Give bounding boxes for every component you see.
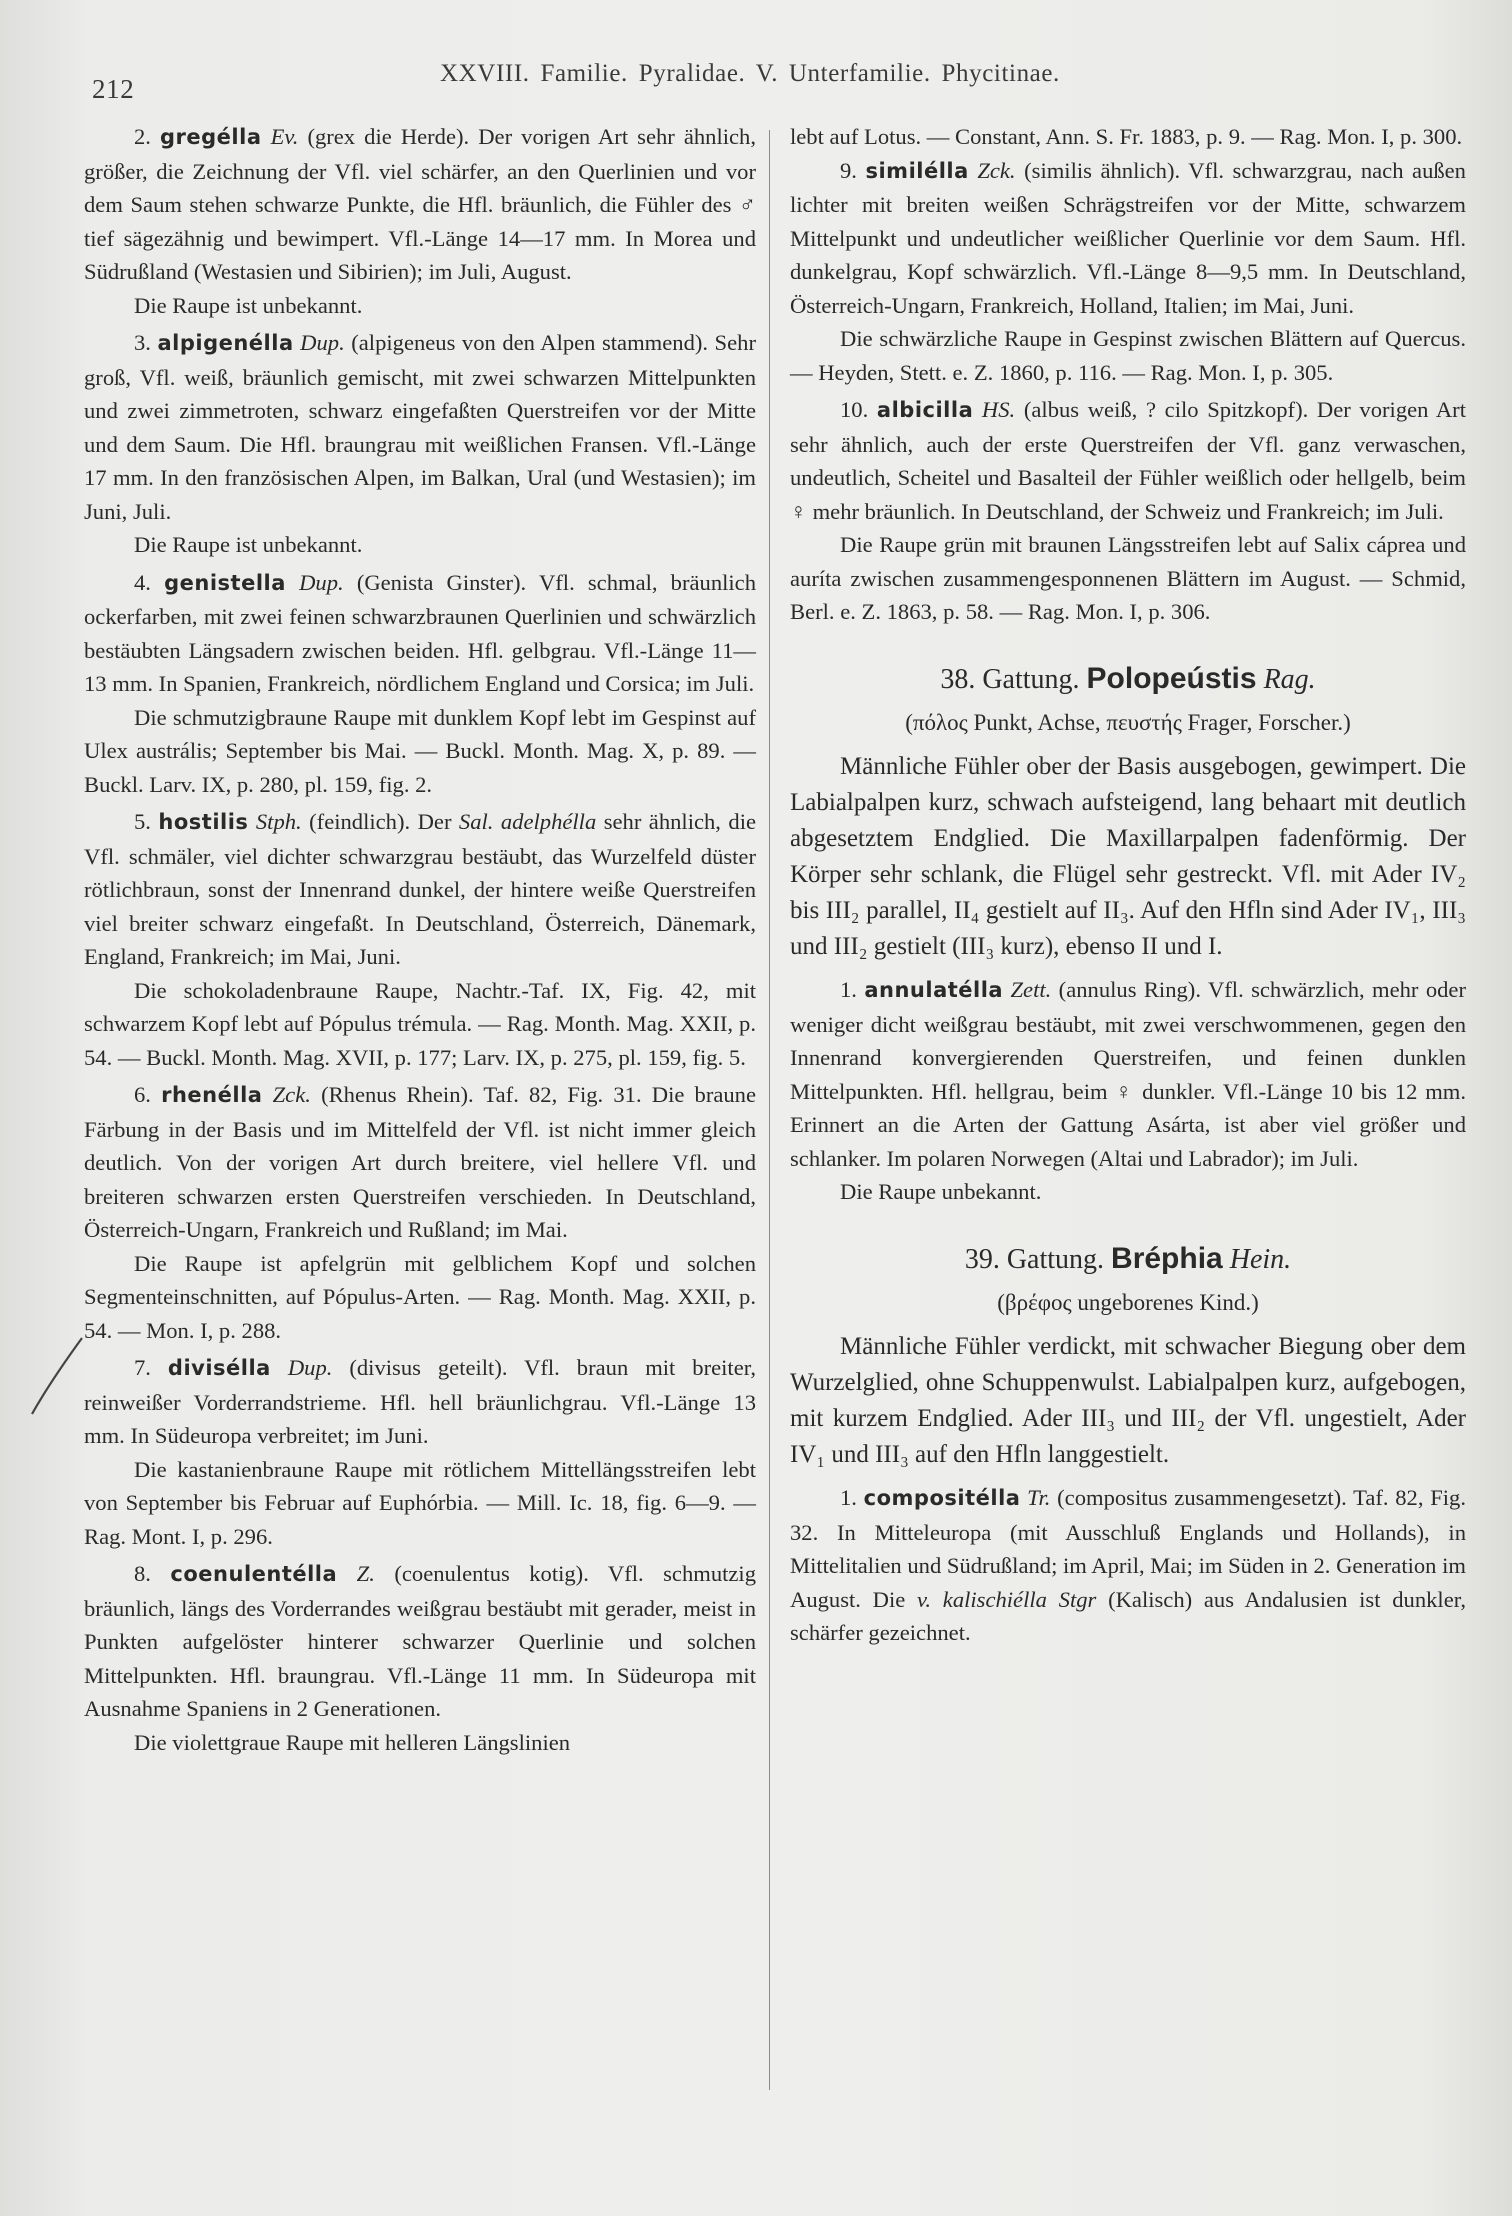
description-intro: (compositus zusammengesetzt). Taf. 82, Fig. 32. In Mitteleuropa (mit Ausschluß Englands und Hollands), in Mittelitalien und Südrußland; im April, Mai; im Süden in 2. Generation im August. Die xyxy=(790,1485,1466,1612)
left-column xyxy=(84,120,756,1763)
column-divider xyxy=(769,130,770,2090)
genus-etymology: (πόλος Punkt, Achse, πευστής Frager, Forscher.) xyxy=(905,709,1351,735)
description: (divisus geteilt). Vfl. braun mit breiter, reinweißer Vorderrandstrieme. Hfl. hell bräunlichgrau. Vfl.-Länge 13 mm. In Südeuropa verbreitet; im Juni. xyxy=(84,1355,756,1448)
species-name: rhenélla xyxy=(161,1083,263,1107)
right-column xyxy=(790,120,1466,1654)
running-title: XXVIII. Familie. Pyralidae. V. Unterfamilie. Phycitinae. xyxy=(440,60,1060,87)
description: (Rhenus Rhein). Taf. 82, Fig. 31. Die braune Färbung in der Basis und im Mittelfeld der Vfl. ist nicht immer gleich deutlich. Von der vorigen Art durch breitere, viel hellere Vfl. und breiteren schwarzen ersten Querstreifen verschieden. In Deutschland, Österreich-Ungarn, Frankreich und Rußland; im Mai. xyxy=(84,1082,757,1242)
entry-number: 8. xyxy=(134,1561,151,1586)
species-entry-divisella xyxy=(84,1351,756,1553)
description: (albus weiß, ? cilo Spitzkopf). Der vorigen Art sehr ähnlich, auch der erste Querstreifen der Vfl. ganz verwaschen, undeutlich, Scheitel und Basalteil der Fühler weißlich oder hellgelb, beim ♀ mehr bräunlich. In Deutschland, der Schweiz und Frankreich; im Juli. xyxy=(790,397,1466,524)
species-entry-albicilla xyxy=(790,393,1466,629)
larva-note: Die violettgraue Raupe mit helleren Längslinien xyxy=(134,1729,571,1755)
variety-reference: v. kalischiélla Stgr xyxy=(917,1586,1097,1612)
author: HS. xyxy=(981,397,1016,422)
species-entry-rhenella xyxy=(84,1078,756,1347)
genus-heading-polopeustis xyxy=(790,659,1466,700)
entry-number: 9. xyxy=(840,157,857,183)
species-entry-alpigenella xyxy=(84,326,756,562)
continued-text: lebt auf Lotus. — Constant, Ann. S. Fr. 1883, p. 9. — Rag. Mon. I, p. 300. xyxy=(790,124,1463,149)
larva-note: Die Raupe ist unbekannt. xyxy=(134,532,363,557)
genus-name: Bréphia xyxy=(1111,1241,1223,1275)
page-header xyxy=(92,60,1442,104)
description: (coenulentus kotig). Vfl. schmutzig bräunlich, längs des Vorderrandes weißgrau bestäubt mit gerader, meist in Punkten aufgelöster hinterer schwarzer Querlinie und solchen Mittelpunkten. Hfl. braungrau. Vfl.-Länge 11 mm. In Südeuropa mit Ausnahme Spaniens in 2 Generationen. xyxy=(84,1561,757,1721)
author: Ev. xyxy=(270,124,299,149)
species-entry-compositella xyxy=(790,1481,1466,1650)
species-name: hostilis xyxy=(158,810,249,834)
entry-number: 10. xyxy=(840,397,869,422)
description: (grex die Herde). Der vorigen Art sehr ähnlich, größer, die Zeichnung der Vfl. viel schärfer, an den Querlinien und vor dem Saum stehen schwarze Punkte, die Hfl. bräunlich, die Fühler des ♂ tief sägezähnig und bewimpert. Vfl.-Länge 14—17 mm. In Morea und Südrußland (Westasien und Sibirien); im Juli, August. xyxy=(84,124,756,284)
author: Tr. xyxy=(1027,1485,1051,1510)
species-name: divisélla xyxy=(167,1356,271,1380)
species-entry-annulatella xyxy=(790,973,1466,1209)
species-entry-hostilis xyxy=(84,805,756,1074)
entry-number: 7. xyxy=(134,1355,151,1380)
genus-etymology: (βρέφος ungeborenes Kind.) xyxy=(997,1289,1259,1315)
species-name: alpigenélla xyxy=(157,331,294,355)
pencil-check-mark-icon xyxy=(26,1330,86,1420)
species-name: compositélla xyxy=(863,1486,1021,1510)
entry-number: 4. xyxy=(134,569,151,595)
description-intro: (feindlich). Der xyxy=(309,809,452,834)
author: Zett. xyxy=(1010,977,1052,1002)
larva-note: Die Raupe unbekannt. xyxy=(840,1179,1042,1204)
species-entry-coenulentella xyxy=(84,1557,756,1759)
species-name: similélla xyxy=(865,158,969,183)
species-name: gregélla xyxy=(160,125,262,149)
author: Z. xyxy=(356,1561,375,1586)
page-number: 212 xyxy=(92,74,135,104)
genus-label: 38. Gattung. xyxy=(940,663,1080,695)
species-entry-similella xyxy=(790,154,1466,390)
genus-label: 39. Gattung. xyxy=(964,1243,1105,1275)
species-name: annulatélla xyxy=(864,978,1004,1002)
species-reference: Sal. adelphélla xyxy=(458,809,597,834)
genus-description: Männliche Fühler ober der Basis ausgebogen, gewimpert. Die Labialpalpen kurz, schwach aufsteigend, lang behaart mit deutlich abgesetztem Endglied. Die Maxillarpalpen fadenförmig. Der Körper sehr schlank, die Flügel sehr gestreckt. Vfl. mit Ader IV₂ bis III₂ parallel, II₄ gestielt auf II₃. Auf den Hfln sind Ader IV₁, III₃ und III₂ gestielt (III₃ kurz), ebenso II und I. xyxy=(790,753,1466,960)
entry-number: 1. xyxy=(840,977,857,1002)
author: Dup. xyxy=(299,569,344,595)
description: (alpigeneus von den Alpen stammend). Sehr groß, Vfl. weiß, bräunlich gemischt, mit zwei schwarzen Mittelpunkten und zwei zimmetroten, schwarz eingefaßten Querstreifen vor der Mitte und dem Saum. Die Hfl. braungrau mit weißlichen Fransen. Vfl.-Länge 17 mm. In den französischen Alpen, im Balkan, Ural (und Westasien); im Juni, Juli. xyxy=(84,330,756,524)
larva-note: Die schmutzigbraune Raupe mit dunklem Kopf lebt im Gespinst auf Ulex austrális; September bis Mai. — Buckl. Month. Mag. X, p. 89. — Buckl. Larv. IX, p. 280, pl. 159, fig. 2. xyxy=(84,704,756,797)
description: (annulus Ring). Vfl. schwärzlich, mehr oder weniger dicht weißgrau bestäubt, mit zwei verschwommenen, gegen den Innenrand konvergierenden Querstreifen, und feinen dunklen Mittelpunkten. Hfl. hellgrau, beim ♀ dunkler. Vfl.-Länge 10 bis 12 mm. Erinnert an die Arten der Gattung Asárta, ist aber viel größer und schlanker. Im polaren Norwegen (Altai und Labrador); im Juli. xyxy=(790,977,1466,1171)
species-name: genistella xyxy=(164,570,286,595)
entry-number: 2. xyxy=(134,124,151,149)
entry-number: 6. xyxy=(134,1082,151,1107)
genus-name: Polopeústis xyxy=(1086,661,1257,695)
author: Dup. xyxy=(300,330,345,355)
larva-note: Die Raupe ist apfelgrün mit gelblichem Kopf und solchen Segmenteinschnitten, auf Pópulus-Arten. — Rag. Month. Mag. XXII, p. 54. — Mon. I, p. 288. xyxy=(84,1250,756,1343)
larva-note: Die schokoladenbraune Raupe, Nachtr.-Taf. IX, Fig. 42, mit schwarzem Kopf lebt auf Pópulus trémula. — Rag. Month. Mag. XXII, p. 54. — Buckl. Month. Mag. XVII, p. 177; Larv. IX, p. 275, pl. 159, fig. 5. xyxy=(84,977,756,1070)
species-name: coenulentélla xyxy=(170,1562,338,1586)
description: (Genista Ginster). Vfl. schmal, bräunlich ockerfarben, mit zwei feinen schwarzbraunen Querlinien und schwärzlich bestäubten Längsadern zwischen beiden. Hfl. gelbgrau. Vfl.-Länge 11—13 mm. In Spanien, Frankreich, nördlichem England und Corsica; im Juli. xyxy=(84,569,757,696)
species-entry-gregella xyxy=(84,120,756,322)
description: (Kalisch) aus Andalusien ist dunkler, schärfer gezeichnet. xyxy=(790,1586,1466,1645)
genus-author: Hein. xyxy=(1229,1243,1292,1275)
description: (similis ähnlich). Vfl. schwarzgrau, nach außen lichter mit breiten weißen Schrägstreifen vor der Mitte, schwarzem Mittelpunkt und undeutlicher weißlicher Querlinie vor dem Saum. Hfl. dunkelgrau, Kopf schwärzlich. Vfl.-Länge 8—9,5 mm. In Deutschland, Österreich-Ungarn, Frankreich, Holland, Italien; im Mai, Juni. xyxy=(790,157,1466,318)
author: Zck. xyxy=(977,157,1016,183)
larva-note: Die kastanienbraune Raupe mit rötlichem Mittellängsstreifen lebt von September bis Februar auf Euphórbia. — Mill. Ic. 18, fig. 6—9. — Rag. Mont. I, p. 296. xyxy=(84,1456,756,1549)
genus-description: Männliche Fühler verdickt, mit schwacher Biegung ober dem Wurzelglied, ohne Schuppenwulst. Labialpalpen kurz, aufgebogen, mit kurzem Endglied. Ader III₃ und III₂ der Vfl. ungestielt, Ader IV₁ und III₃ auf den Hfln langgestielt. xyxy=(790,1333,1466,1468)
genus-heading-brephia xyxy=(790,1239,1466,1280)
entry-number: 5. xyxy=(134,809,151,834)
species-name: albicilla xyxy=(876,398,974,422)
author: Stph. xyxy=(255,809,302,834)
author: Dup. xyxy=(287,1355,333,1380)
larva-note: Die schwärzliche Raupe in Gespinst zwischen Blättern auf Quercus. — Heyden, Stett. e. Z. 1860, p. 116. — Rag. Mon. I, p. 305. xyxy=(790,326,1466,385)
larva-note: Die Raupe ist unbekannt. xyxy=(134,292,363,318)
species-entry-genistella xyxy=(84,566,756,802)
entry-number: 3. xyxy=(134,330,151,355)
author: Zck. xyxy=(272,1082,311,1107)
larva-note: Die Raupe grün mit braunen Längsstreifen lebt auf Salix cáprea und auríta zwischen zusammengesponnenen Blättern im August. — Schmid, Berl. e. Z. 1863, p. 58. — Rag. Mon. I, p. 306. xyxy=(790,532,1466,624)
entry-number: 1. xyxy=(840,1485,857,1510)
description: sehr ähnlich, die Vfl. schmäler, viel dichter schwarzgrau bestäubt, das Wurzelfeld düster rötlichbraun, sonst der Innenrand dunkel, der hintere weiße Querstreifen viel breiter schwarz eingefaßt. In Deutschland, Österreich, Dänemark, England, Frankreich; im Mai, Juni. xyxy=(84,809,756,969)
genus-author: Rag. xyxy=(1263,663,1316,695)
